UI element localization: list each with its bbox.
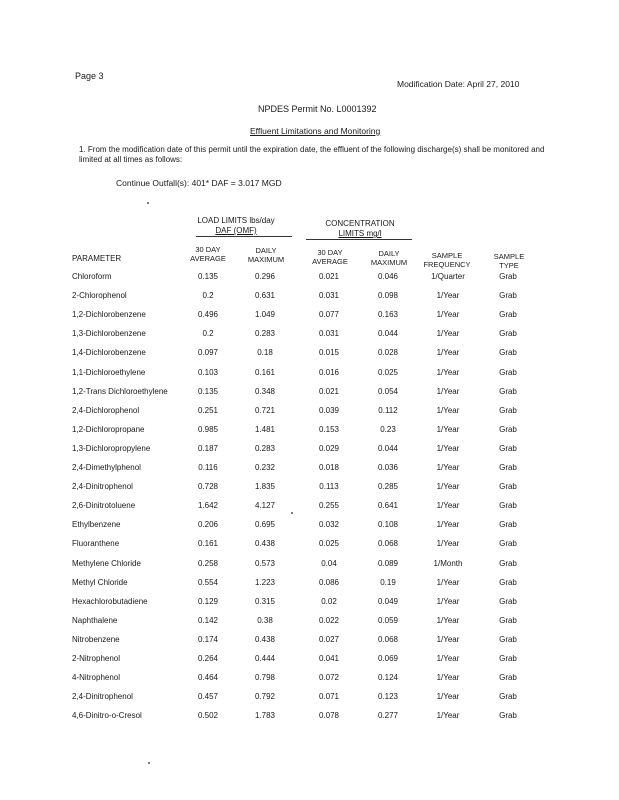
concentration-units: LIMITS mg/l: [338, 229, 382, 238]
row-conc-max: 0.046: [377, 272, 399, 281]
table-row: [0, 310, 619, 328]
row-load-avg: 0.258: [197, 558, 219, 568]
permit-number: NPDES Permit No. L0001392: [258, 104, 377, 114]
row-parameter: 2,4-Dichlorophenol: [72, 405, 140, 415]
row-conc-max: 0.098: [377, 291, 399, 301]
col-header-load-max: [240, 246, 292, 264]
row-conc-avg: 0.077: [318, 310, 340, 320]
row-conc-max: 0.124: [377, 673, 399, 683]
row-parameter: 1,2-Dichloropropane: [72, 424, 145, 434]
row-parameter: Nitrobenzene: [72, 634, 120, 644]
col-header-conc-max: [363, 249, 415, 267]
table-row: [0, 520, 619, 538]
row-load-max: 0.438: [254, 539, 276, 549]
row-frequency: 1/Month: [433, 558, 463, 568]
row-frequency: 1/Year: [436, 291, 460, 301]
row-load-max: 1.783: [254, 711, 276, 721]
col-header-load-max-line1: DAILY: [255, 246, 277, 255]
row-frequency: 1/Year: [436, 634, 460, 644]
row-sample-type: Grab: [499, 482, 517, 492]
row-conc-avg: 0.04: [321, 558, 337, 568]
row-sample-type: Grab: [499, 272, 517, 281]
row-conc-max: 0.049: [377, 596, 399, 606]
col-header-conc-avg-line2: AVERAGE: [312, 257, 348, 266]
col-header-conc-max-line1: DAILY: [378, 249, 400, 258]
table-row: [0, 635, 619, 653]
row-sample-type: Grab: [499, 463, 517, 472]
load-limits-title: LOAD LIMITS lbs/day: [197, 216, 275, 225]
row-frequency: 1/Year: [436, 711, 460, 721]
table-row: [0, 329, 619, 347]
row-load-avg: 1.642: [197, 501, 219, 511]
row-conc-avg: 0.021: [318, 386, 340, 396]
row-parameter: 2,6-Dinitrotoluene: [72, 501, 136, 511]
row-frequency: 1/Year: [436, 310, 460, 320]
row-sample-type: Grab: [499, 291, 517, 301]
row-conc-avg: 0.153: [318, 424, 340, 434]
row-parameter: Naphthalene: [72, 615, 118, 625]
row-sample-type: Grab: [499, 711, 517, 721]
col-header-frequency-line2: FREQUENCY: [423, 260, 471, 269]
row-load-max: 0.798: [254, 673, 276, 683]
row-frequency: 1/Year: [436, 539, 460, 549]
row-conc-max: 0.112: [378, 405, 398, 415]
row-sample-type: Grab: [499, 654, 517, 663]
row-load-avg: 0.251: [197, 405, 219, 415]
row-frequency: 1/Year: [436, 463, 460, 472]
row-load-avg: 0.554: [197, 577, 219, 587]
table-row: [0, 444, 619, 462]
row-frequency: 1/Year: [436, 405, 460, 415]
row-conc-avg: 0.016: [318, 367, 340, 377]
row-load-max: 4.127: [254, 501, 276, 511]
row-conc-max: 0.123: [377, 692, 399, 702]
row-parameter: 1,1-Dichloroethylene: [72, 367, 146, 377]
row-load-max: 1.835: [254, 482, 276, 492]
intro-paragraph: 1. From the modification date of this permit until the expiration date, the effluent of the following discharge(s) shall be monitored and limited at all times as follows:: [79, 145, 545, 164]
row-load-max: 0.315: [254, 596, 276, 606]
row-sample-type: Grab: [499, 558, 517, 568]
concentration-title: CONCENTRATION: [325, 219, 395, 228]
row-load-max: 0.283: [254, 329, 276, 339]
row-load-avg: 0.206: [197, 520, 219, 530]
row-frequency: 1/Year: [436, 367, 460, 377]
row-load-max: 0.573: [254, 558, 276, 568]
row-load-avg: 0.496: [197, 310, 219, 320]
row-frequency: 1/Year: [436, 482, 460, 492]
outfall-line: Continue Outfall(s): 401* DAF = 3.017 MGD: [116, 178, 282, 188]
row-load-max: 0.296: [254, 272, 276, 281]
row-conc-avg: 0.113: [319, 482, 339, 492]
row-frequency: 1/Year: [436, 615, 460, 625]
table-row: [0, 348, 619, 366]
row-sample-type: Grab: [499, 673, 517, 683]
row-parameter: Methylene Chloride: [72, 558, 141, 568]
table-row: [0, 368, 619, 386]
row-load-max: 1.481: [254, 424, 276, 434]
col-header-load-max-line2: MAXIMUM: [247, 255, 285, 264]
row-load-avg: 0.116: [198, 463, 218, 472]
row-conc-avg: 0.022: [318, 615, 340, 625]
table-row: [0, 291, 619, 309]
row-load-max: 1.049: [254, 310, 276, 320]
table-row: [0, 673, 619, 691]
row-load-max: 0.161: [254, 367, 276, 377]
row-sample-type: Grab: [499, 615, 517, 625]
section-title: Effluent Limitations and Monitoring: [250, 126, 381, 136]
row-load-max: 1.223: [254, 577, 276, 587]
col-header-parameter: PARAMETER: [72, 254, 122, 263]
col-header-conc-avg: [304, 248, 356, 266]
row-sample-type: Grab: [499, 692, 517, 702]
row-load-avg: 0.103: [197, 367, 219, 377]
row-sample-type: Grab: [499, 424, 517, 434]
row-frequency: 1/Year: [436, 692, 460, 702]
col-header-conc-max-line2: MAXIMUM: [370, 258, 408, 267]
row-conc-max: 0.285: [377, 482, 399, 492]
row-sample-type: Grab: [499, 501, 517, 511]
row-conc-max: 0.19: [380, 577, 396, 587]
row-conc-avg: 0.031: [318, 291, 340, 301]
row-load-max: 0.695: [254, 520, 276, 530]
row-load-avg: 0.464: [197, 673, 219, 683]
row-conc-avg: 0.071: [318, 692, 340, 702]
table-row: [0, 578, 619, 596]
row-conc-max: 0.059: [377, 615, 399, 625]
row-frequency: 1/Year: [436, 501, 460, 511]
row-frequency: 1/Year: [436, 348, 460, 358]
row-frequency: 1/Year: [436, 424, 460, 434]
row-sample-type: Grab: [499, 577, 517, 587]
row-load-avg: 0.187: [197, 443, 219, 453]
row-load-max: 0.438: [254, 634, 276, 644]
row-load-max: 0.283: [254, 443, 276, 453]
row-sample-type: Grab: [499, 348, 517, 358]
modification-date: Modification Date: April 27, 2010: [397, 79, 520, 89]
row-frequency: 1/Year: [436, 520, 460, 530]
row-parameter: 1,2-Dichlorobenzene: [72, 310, 146, 320]
row-conc-avg: 0.032: [318, 520, 340, 530]
row-load-avg: 0.135: [197, 272, 219, 281]
row-parameter: Hexachlorobutadiene: [72, 596, 148, 606]
row-sample-type: Grab: [499, 539, 517, 549]
row-load-avg: 0.728: [197, 482, 219, 492]
row-conc-max: 0.044: [377, 443, 399, 453]
row-conc-avg: 0.039: [318, 405, 340, 415]
row-frequency: 1/Year: [436, 673, 460, 683]
table-row: [0, 539, 619, 557]
row-frequency: 1/Year: [436, 596, 460, 606]
row-parameter: Fluoranthene: [72, 539, 120, 549]
row-parameter: 2,4-Dinitrophenol: [72, 482, 133, 492]
row-conc-max: 0.028: [377, 348, 399, 358]
concentration-group-rule: [306, 239, 412, 240]
row-conc-avg: 0.02: [321, 596, 337, 606]
row-load-max: 0.721: [254, 405, 276, 415]
load-limits-basis: DAF (OMF): [215, 226, 257, 235]
row-conc-max: 0.036: [377, 463, 399, 472]
row-conc-max: 0.641: [377, 501, 399, 511]
row-parameter: 1,3-Dichlorobenzene: [72, 329, 146, 339]
row-parameter: Methyl Chloride: [72, 577, 128, 587]
col-header-type: [486, 252, 532, 270]
row-load-avg: 0.174: [197, 634, 219, 644]
load-group-rule: [196, 236, 292, 237]
row-parameter: Ethylbenzene: [72, 520, 121, 530]
row-conc-avg: 0.027: [318, 634, 340, 644]
load-limits-group-header: [195, 216, 277, 236]
col-header-type-line2: TYPE: [499, 261, 519, 270]
row-conc-avg: 0.255: [318, 501, 340, 511]
row-parameter: 2,4-Dimethylphenol: [72, 463, 141, 472]
row-parameter: 4,6-Dinitro-o-Cresol: [72, 711, 142, 721]
table-row: [0, 501, 619, 519]
row-load-avg: 0.457: [197, 692, 219, 702]
col-header-load-avg: [183, 245, 233, 263]
row-parameter: 1,4-Dichlorobenzene: [72, 348, 146, 358]
row-sample-type: Grab: [499, 596, 517, 606]
table-row: [0, 597, 619, 615]
row-load-avg: 0.161: [197, 539, 219, 549]
row-conc-avg: 0.025: [318, 539, 340, 549]
table-row: [0, 406, 619, 424]
row-load-max: 0.18: [257, 348, 273, 358]
row-load-avg: 0.2: [202, 291, 214, 301]
row-frequency: 1/Year: [436, 329, 460, 339]
row-conc-avg: 0.041: [318, 654, 340, 663]
row-frequency: 1/Quarter: [431, 272, 465, 281]
table-row: [0, 463, 619, 481]
scan-speck: [148, 762, 150, 764]
row-sample-type: Grab: [499, 405, 517, 415]
table-row: [0, 272, 619, 290]
row-sample-type: Grab: [499, 386, 517, 396]
table-row: [0, 654, 619, 672]
row-load-avg: 0.985: [197, 424, 219, 434]
row-sample-type: Grab: [499, 367, 517, 377]
col-header-conc-avg-line1: 30 DAY: [317, 248, 343, 257]
row-conc-avg: 0.072: [318, 673, 340, 683]
row-load-avg: 0.129: [197, 596, 219, 606]
table-row: [0, 559, 619, 577]
row-conc-avg: 0.021: [318, 272, 340, 281]
row-conc-max: 0.054: [377, 386, 399, 396]
row-parameter: 2-Nitrophenol: [72, 654, 121, 663]
table-row: [0, 387, 619, 405]
row-load-max: 0.348: [254, 386, 276, 396]
row-frequency: 1/Year: [436, 443, 460, 453]
row-conc-avg: 0.018: [318, 463, 340, 472]
row-sample-type: Grab: [499, 443, 517, 453]
table-row: [0, 711, 619, 729]
row-conc-max: 0.069: [377, 654, 399, 663]
concentration-limits-group-header: [318, 219, 402, 239]
row-conc-max: 0.108: [377, 520, 399, 530]
table-row: [0, 692, 619, 710]
row-load-max: 0.444: [254, 654, 276, 663]
row-frequency: 1/Year: [436, 386, 460, 396]
row-conc-max: 0.277: [377, 711, 399, 721]
row-conc-max: 0.025: [377, 367, 399, 377]
row-load-avg: 0.097: [197, 348, 219, 358]
row-conc-avg: 0.029: [318, 443, 340, 453]
row-conc-max: 0.068: [377, 539, 399, 549]
row-conc-max: 0.089: [377, 558, 399, 568]
row-parameter: 2,4-Dinitrophenol: [72, 692, 133, 702]
row-sample-type: Grab: [499, 310, 517, 320]
row-sample-type: Grab: [499, 520, 517, 530]
row-parameter: 4-Nitrophenol: [72, 673, 121, 683]
row-conc-avg: 0.078: [318, 711, 340, 721]
row-load-avg: 0.142: [197, 615, 219, 625]
row-parameter: 1,3-Dichloropropylene: [72, 443, 151, 453]
row-load-avg: 0.264: [197, 654, 219, 663]
row-sample-type: Grab: [499, 634, 517, 644]
row-load-max: 0.792: [254, 692, 276, 702]
row-load-max: 0.38: [257, 615, 273, 625]
row-conc-avg: 0.086: [318, 577, 340, 587]
table-row: [0, 482, 619, 500]
row-conc-max: 0.163: [377, 310, 399, 320]
row-conc-max: 0.044: [377, 329, 399, 339]
row-conc-avg: 0.031: [318, 329, 340, 339]
row-parameter: 1,2-Trans Dichloroethylene: [72, 386, 168, 396]
row-frequency: 1/Year: [436, 577, 460, 587]
row-load-max: 0.631: [254, 291, 276, 301]
row-conc-max: 0.23: [380, 424, 396, 434]
row-frequency: 1/Year: [436, 654, 460, 663]
scan-speck: [147, 202, 149, 204]
row-parameter: 2-Chlorophenol: [72, 291, 127, 301]
row-conc-avg: 0.015: [318, 348, 340, 358]
col-header-load-avg-line2: AVERAGE: [190, 254, 226, 263]
table-row: [0, 616, 619, 634]
col-header-frequency-line1: SAMPLE: [431, 251, 463, 260]
row-load-max: 0.232: [254, 463, 276, 472]
table-row: [0, 425, 619, 443]
row-parameter: Chloroform: [72, 272, 112, 281]
row-load-avg: 0.135: [197, 386, 219, 396]
col-header-load-avg-line1: 30 DAY: [195, 245, 221, 254]
scan-speck: [291, 512, 293, 514]
page-number: Page 3: [75, 71, 104, 81]
col-header-frequency: [418, 251, 476, 269]
row-conc-max: 0.068: [377, 634, 399, 644]
row-load-avg: 0.2: [202, 329, 214, 339]
col-header-type-line1: SAMPLE: [493, 252, 525, 261]
row-load-avg: 0.502: [197, 711, 219, 721]
row-sample-type: Grab: [499, 329, 517, 339]
